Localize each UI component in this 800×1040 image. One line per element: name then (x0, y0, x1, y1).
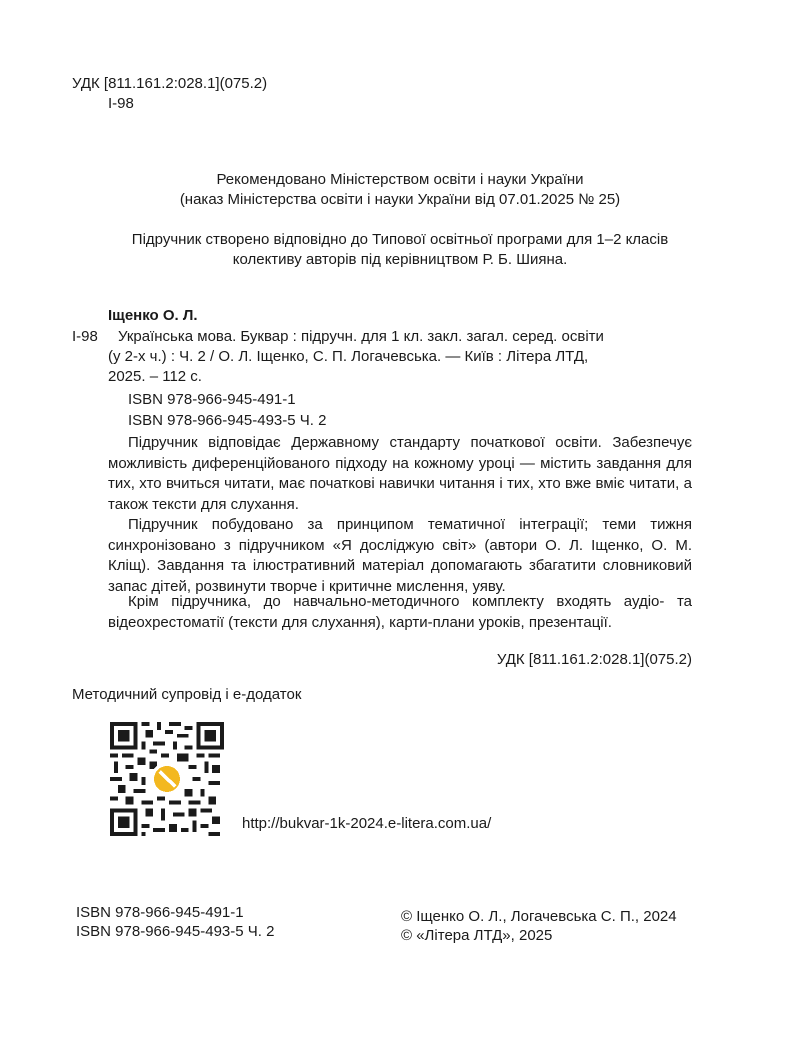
catalog-isbn-2: ISBN 978-966-945-493-5 Ч. 2 (128, 412, 327, 429)
program-note-line-2: колективу авторів під керівництвом Р. Б. Шияна. (232, 251, 568, 268)
recommendation-line-2: (наказ Міністерства освіти і науки України від 07.01.2025 № 25) (179, 191, 621, 208)
udc-header: УДК [811.161.2:028.1](075.2) (72, 75, 268, 92)
program-note-line-1: Підручник створено відповідно до Типової освітньої програми для 1–2 класів (131, 231, 669, 248)
catalog-udc: УДК [811.161.2:028.1](075.2) (496, 651, 692, 668)
catalog-paragraph-2: Підручник побудовано за принципом тематичної інтеграції; теми тижня синхронізовано з підручником «Я досліджую світ» (автори О. Л. Іщенко, О. М. Кліщ). Завдання та ілюстративний матеріал допомагають збагатити словниковий запас дітей, розвинути творче і критичне мислення, уяву. (108, 516, 692, 595)
catalog-desc-line-1: Українська мова. Буквар : підручн. для 1 кл. закл. загал. серед. освіти (118, 328, 604, 345)
recommendation-line-1: Рекомендовано Міністерством освіти і науки України (216, 171, 584, 188)
qr-code[interactable] (110, 722, 224, 836)
catalog-author: Іщенко О. Л. (108, 307, 198, 324)
footer-isbn-2: ISBN 978-966-945-493-5 Ч. 2 (76, 923, 275, 940)
footer-isbn-1: ISBN 978-966-945-491-1 (76, 904, 244, 921)
support-url[interactable]: http://bukvar-1k-2024.e-litera.com.ua/ (242, 815, 492, 832)
catalog-isbn-1: ISBN 978-966-945-491-1 (128, 391, 296, 408)
catalog-desc-line-2: (у 2-х ч.) : Ч. 2 / О. Л. Іщенко, С. П. Логачевська. — Київ : Літера ЛТД, (108, 348, 589, 365)
support-title: Методичний супровід і е-додаток (72, 686, 302, 703)
library-code: І-98 (108, 95, 134, 112)
catalog-paragraph-1: Підручник відповідає Державному стандарту початкової освіти. Забезпечує можливість диференційованого підходу на кожному уроці — містить завдання для тих, хто вчиться читати, має початкові навички читання і тих, хто вже вміє читати, а також тексти для слухання. (108, 434, 692, 513)
footer-copyright-1: © Іщенко О. Л., Логачевська С. П., 2024 (401, 908, 677, 925)
catalog-desc-line-3: 2025. – 112 с. (108, 368, 202, 385)
catalog-paragraph-3: Крім підручника, до навчально-методичного комплекту входять аудіо- та відеохрестоматії (тексти для слухання), карти-плани уроків, презентації. (108, 593, 692, 631)
footer-copyright-2: © «Літера ЛТД», 2025 (401, 927, 553, 944)
catalog-code: І-98 (72, 328, 98, 345)
